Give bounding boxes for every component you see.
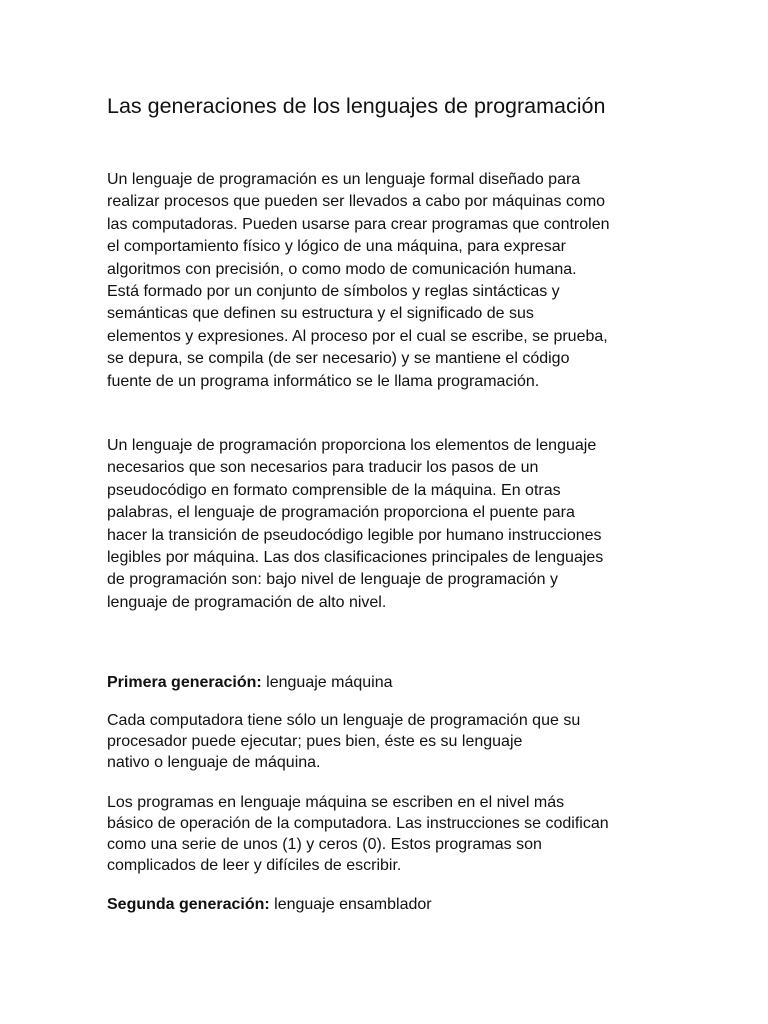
section-heading-second-generation (107, 894, 432, 916)
text-line: elementos y expresiones. Al proceso por el cual se escribe, se prueba, (107, 327, 608, 345)
text-line: hacer la transición de pseudocódigo legible por humano instrucciones (107, 526, 602, 544)
paragraph-intro (107, 169, 663, 393)
text-line: básico de operación de la computadora. Las instrucciones se codifican (107, 815, 609, 832)
text-line: pseudocódigo en formato comprensible de la máquina. En otras (107, 481, 561, 499)
text-line: de programación son: bajo nivel de lenguaje de programación y (107, 571, 558, 589)
text-line: realizar procesos que pueden ser llevados a cabo por máquinas como (107, 193, 606, 211)
text-line: se depura, se compila (de ser necesario) y se mantiene el código (107, 350, 570, 368)
text-line: Está formado por un conjunto de símbolos y reglas sintácticas y (107, 283, 560, 301)
paragraph-machine-language (107, 710, 663, 773)
text-line: el comportamiento físico y lógico de una máquina, para expresar (107, 238, 566, 256)
text-line: algoritmos con precisión, o como modo de comunicación humana. (107, 260, 577, 278)
text-line: lenguaje de programación de alto nivel. (107, 593, 387, 611)
text-line: Cada computadora tiene sólo un lenguaje de programación que su (107, 712, 581, 729)
paragraph-classification (107, 435, 663, 614)
text-line: Los programas en lenguaje máquina se escriben en el nivel más (107, 794, 565, 811)
text-line: como una serie de unos (1) y ceros (0). Estos programas son (107, 836, 542, 853)
text-line: complicados de leer y difíciles de escribir. (107, 857, 402, 874)
section-heading-value: lenguaje ensamblador (269, 896, 432, 913)
text-line: fuente de un programa informático se le llama programación. (107, 372, 540, 390)
text-line: legibles por máquina. Las dos clasificaciones principales de lenguajes (107, 549, 604, 567)
section-heading-value: lenguaje máquina (261, 674, 393, 691)
text-line: Un lenguaje de programación es un lenguaje formal diseñado para (107, 171, 581, 188)
section-heading-label: Segunda generación: (107, 896, 270, 913)
section-heading-label: Primera generación: (107, 674, 262, 691)
text-line: necesarios que son necesarios para traducir los pasos de un (107, 459, 539, 477)
section-heading-first-generation (107, 672, 393, 694)
text-line: procesador puede ejecutar; pues bien, éste es su lenguaje (107, 733, 523, 750)
text-line: Un lenguaje de programación proporciona los elementos de lenguaje (107, 437, 597, 454)
text-line: nativo o lenguaje de máquina. (107, 754, 321, 771)
text-line: palabras, el lenguaje de programación proporciona el puente para (107, 504, 575, 522)
text-line: las computadoras. Pueden usarse para crear programas que controlen (107, 215, 610, 233)
document-title: Las generaciones de los lenguajes de programación (107, 94, 606, 118)
text-line: semánticas que definen su estructura y el significado de sus (107, 305, 534, 323)
paragraph-machine-programs (107, 792, 663, 876)
